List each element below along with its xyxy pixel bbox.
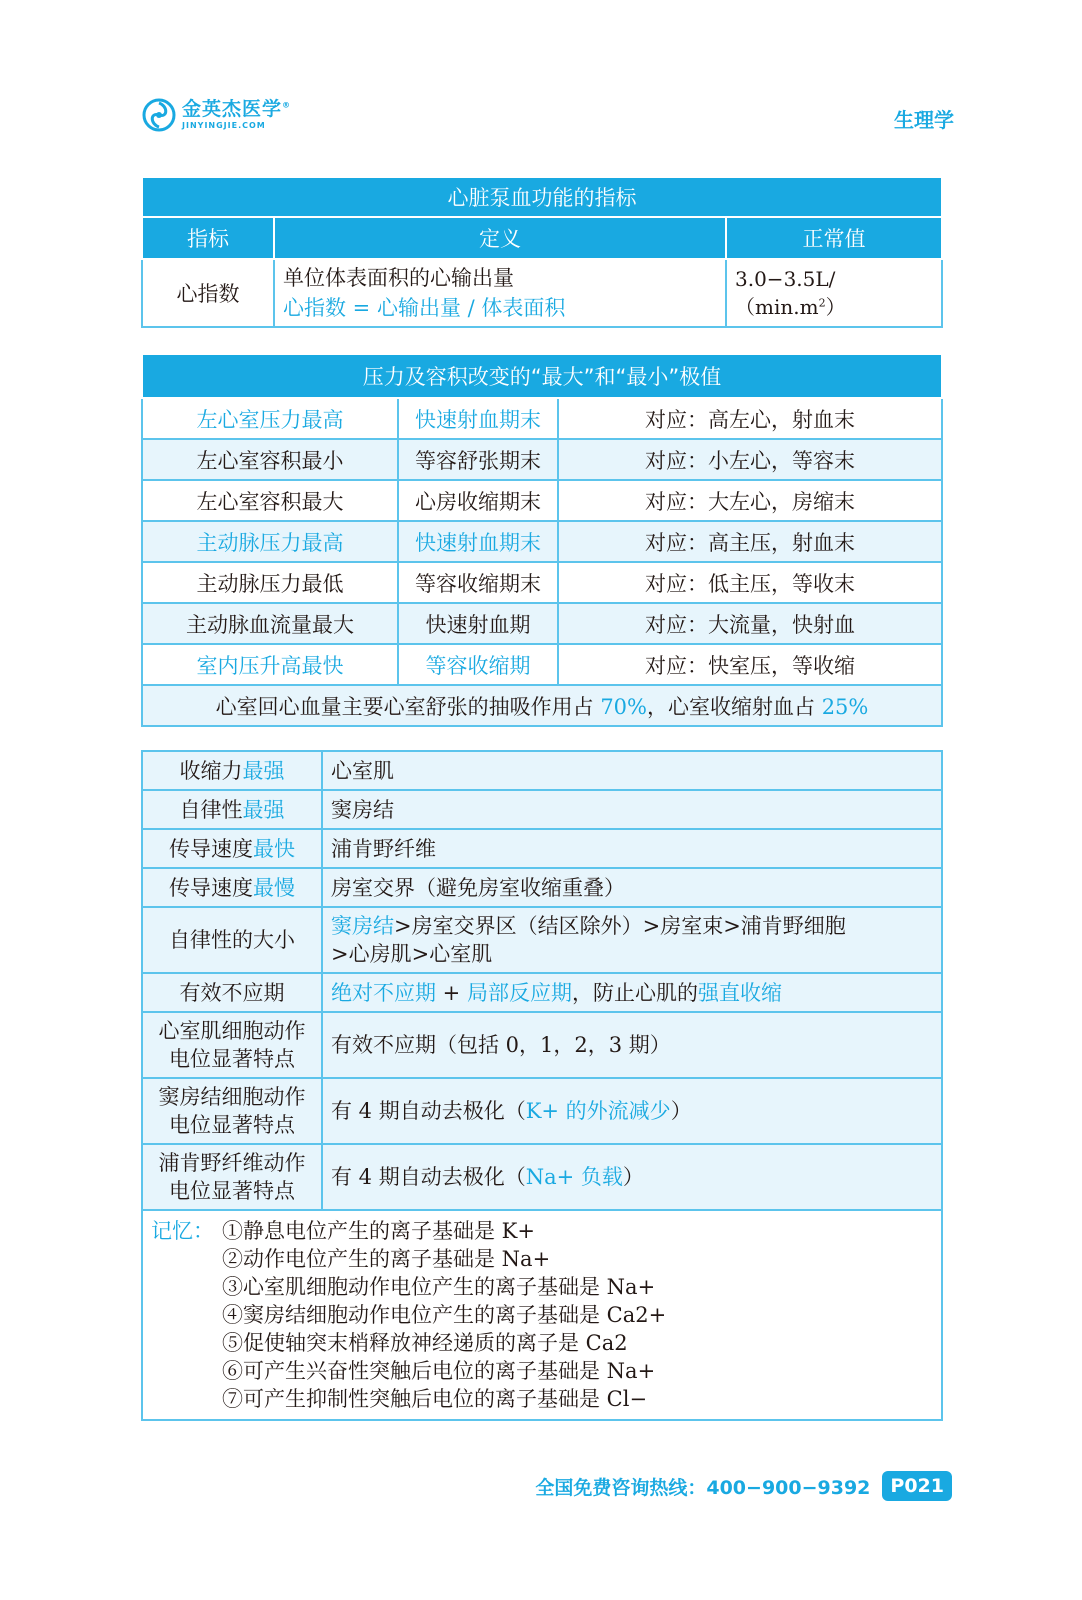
cell-event: 主动脉血流量最大 <box>142 603 398 644</box>
normal-value-sup: 2 <box>818 295 826 309</box>
cell-mnemonic: 对应：高主压，射血末 <box>558 521 942 562</box>
page-number: P021 <box>882 1471 952 1501</box>
property-key: 自律性的大小 <box>142 907 322 973</box>
logo-registered: ® <box>282 100 292 110</box>
property-value <box>322 1078 942 1144</box>
normal-value-end: ） <box>825 294 846 319</box>
property-value: 窦房结 <box>322 790 942 829</box>
key-text: 自律性 <box>179 797 243 822</box>
memory-item: ⑥可产生兴奋性突触后电位的离子基础是 Na+ <box>222 1359 656 1383</box>
table-title: 心脏泵血功能的指标 <box>142 177 942 217</box>
cell-event: 室内压升高最快 <box>142 644 398 685</box>
property-value <box>322 973 942 1012</box>
property-key <box>142 868 322 907</box>
property-key <box>142 1078 322 1144</box>
cell-phase: 快速射血期末 <box>398 521 558 562</box>
memory-cell <box>142 1210 942 1420</box>
indicator-normal-value <box>726 259 942 327</box>
cell-phase: 快速射血期 <box>398 603 558 644</box>
key-text: 窦房结细胞动作 <box>158 1085 306 1109</box>
value-text: ，防止心肌的 <box>571 980 698 1005</box>
myocardial-properties-table <box>141 750 943 1421</box>
key-text: 收缩力 <box>179 758 243 783</box>
memory-row <box>142 1210 942 1420</box>
key-text: 电位显著特点 <box>169 1047 295 1071</box>
key-text: 心室肌细胞动作 <box>158 1019 306 1043</box>
value-text: >房室交界区（结区除外）>房室束>浦肯野细胞 <box>394 914 846 938</box>
cell-mnemonic: 对应：小左心，等容末 <box>558 439 942 480</box>
memory-item: ④窦房结细胞动作电位产生的离子基础是 Ca2+ <box>222 1303 667 1327</box>
cell-mnemonic: 对应：大流量，快射血 <box>558 603 942 644</box>
memory-label: 记忆： <box>151 1219 214 1243</box>
pump-function-table <box>141 176 943 328</box>
property-key <box>142 829 322 868</box>
table-row <box>142 521 942 562</box>
table-row <box>142 1078 942 1144</box>
col-header-normal: 正常值 <box>726 217 942 259</box>
key-highlight: 最强 <box>242 797 285 822</box>
table-row <box>142 562 942 603</box>
value-text: 有 4 期自动去极化（ <box>331 1165 526 1189</box>
value-highlight: 局部反应期 <box>466 980 572 1005</box>
brand-logo <box>142 98 291 132</box>
cell-event: 左心室压力最高 <box>142 398 398 439</box>
property-key: 有效不应期 <box>142 973 322 1012</box>
table-row <box>142 398 942 439</box>
key-highlight: 最强 <box>242 758 285 783</box>
key-text: 传导速度 <box>169 875 253 900</box>
value-text: ） <box>670 1099 692 1123</box>
cell-phase: 等容收缩期 <box>398 644 558 685</box>
definition-formula: 心指数 = 心输出量 / 体表面积 <box>283 296 566 320</box>
cell-mnemonic: 对应：低主压，等收末 <box>558 562 942 603</box>
table-row <box>142 829 942 868</box>
table-footer-row <box>142 685 942 726</box>
property-key <box>142 1144 322 1210</box>
value-highlight: Na+ 负载 <box>525 1165 623 1189</box>
key-text: 电位显著特点 <box>169 1179 295 1203</box>
cell-phase: 等容舒张期末 <box>398 439 558 480</box>
table-row <box>142 907 942 973</box>
col-header-indicator: 指标 <box>142 217 274 259</box>
table-row <box>142 751 942 790</box>
memory-item: ①静息电位产生的离子基础是 K+ <box>222 1219 535 1243</box>
memory-item: ⑦可产生抑制性突触后电位的离子基础是 Cl− <box>222 1387 648 1411</box>
note-percent-systole: 25% <box>821 694 869 719</box>
memory-list <box>222 1217 666 1413</box>
table-row <box>142 439 942 480</box>
cell-event: 左心室容积最小 <box>142 439 398 480</box>
property-value: 心室肌 <box>322 751 942 790</box>
property-key <box>142 790 322 829</box>
cell-mnemonic: 对应：快室压，等收缩 <box>558 644 942 685</box>
col-header-definition: 定义 <box>274 217 726 259</box>
value-highlight: 窦房结 <box>331 914 394 938</box>
cell-event: 主动脉压力最低 <box>142 562 398 603</box>
cell-mnemonic: 对应：大左心，房缩末 <box>558 480 942 521</box>
table-row <box>142 1144 942 1210</box>
table-row <box>142 868 942 907</box>
value-text: ） <box>622 1165 644 1189</box>
property-value <box>322 907 942 973</box>
key-highlight: 最快 <box>253 836 295 861</box>
memory-item: ③心室肌细胞动作电位产生的离子基础是 Na+ <box>222 1275 656 1299</box>
logo-name: 金英杰医学 <box>182 98 283 120</box>
table-row <box>142 603 942 644</box>
cell-mnemonic: 对应：高左心，射血末 <box>558 398 942 439</box>
page-footer <box>535 1471 952 1501</box>
value-text: 有 4 期自动去极化（ <box>331 1099 526 1123</box>
cell-phase: 快速射血期末 <box>398 398 558 439</box>
cell-phase: 心房收缩期末 <box>398 480 558 521</box>
property-value: 房室交界（避免房室收缩重叠） <box>322 868 942 907</box>
table-row <box>142 480 942 521</box>
note-percent-diastole: 70% <box>600 694 647 719</box>
property-value: 浦肯野纤维 <box>322 829 942 868</box>
value-highlight: 绝对不应期 <box>331 980 436 1005</box>
indicator-definition <box>274 259 726 327</box>
key-text: 电位显著特点 <box>169 1113 295 1137</box>
memory-item: ②动作电位产生的离子基础是 Na+ <box>222 1247 551 1271</box>
key-text: 浦肯野纤维动作 <box>158 1151 306 1175</box>
logo-domain: JINYINGJIE.COM <box>182 121 266 130</box>
property-key <box>142 751 322 790</box>
note-text: ，心室收缩射血占 <box>647 694 822 719</box>
normal-value-main: 3.0−3.5L/（min.m <box>735 266 836 319</box>
table-row <box>142 973 942 1012</box>
hotline-text: 全国免费咨询热线：400−900−9392 <box>535 1476 871 1499</box>
cell-event: 主动脉压力最高 <box>142 521 398 562</box>
subject-title: 生理学 <box>894 108 954 132</box>
value-text: + <box>436 980 467 1005</box>
value-text: >心房肌>心室肌 <box>331 942 493 966</box>
key-text: 传导速度 <box>169 836 253 861</box>
cell-event: 左心室容积最大 <box>142 480 398 521</box>
memory-item: ⑤促使轴突末梢释放神经递质的离子是 Ca2 <box>222 1331 628 1355</box>
value-highlight: 强直收缩 <box>697 980 782 1005</box>
key-highlight: 最慢 <box>253 875 295 900</box>
definition-line: 单位体表面积的心输出量 <box>283 266 514 290</box>
table-row <box>142 644 942 685</box>
extreme-values-table <box>141 353 943 727</box>
table-title: 压力及容积改变的“最大”和“最小”极值 <box>142 354 942 398</box>
note-text: 心室回心血量主要心室舒张的抽吸作用占 <box>215 694 601 719</box>
return-volume-note <box>142 685 942 726</box>
property-value <box>322 1144 942 1210</box>
cell-phase: 等容收缩期末 <box>398 562 558 603</box>
table-row <box>142 1012 942 1078</box>
property-key <box>142 1012 322 1078</box>
indicator-name: 心指数 <box>142 259 274 327</box>
logo-swirl-icon <box>142 98 176 132</box>
property-value: 有效不应期（包括 0，1，2，3 期） <box>322 1012 942 1078</box>
table-row <box>142 790 942 829</box>
value-highlight: K+ 的外流减少 <box>525 1099 671 1123</box>
